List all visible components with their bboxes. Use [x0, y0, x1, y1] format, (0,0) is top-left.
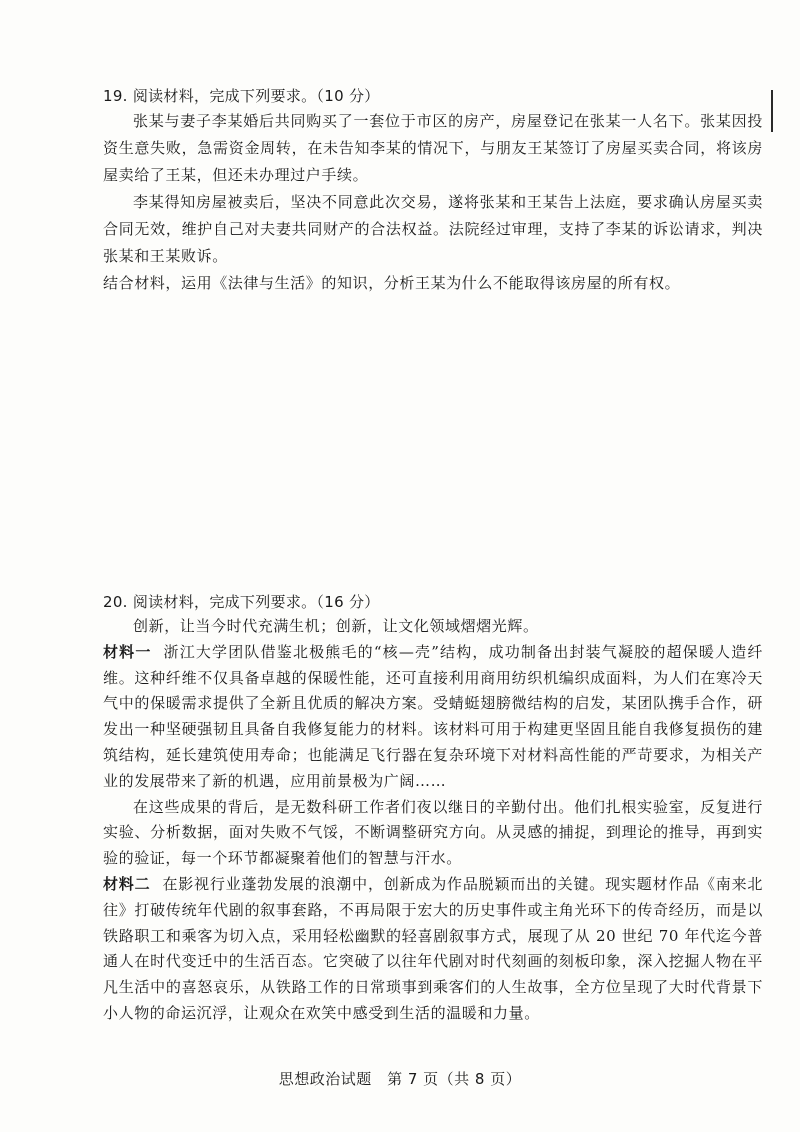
footer-page-number: 第 7 页（共 8 页）	[387, 1070, 522, 1088]
material-2-label: 材料二	[103, 874, 151, 893]
question-19-task: 结合材料，运用《法律与生活》的知识，分析王某为什么不能取得该房屋的所有权。	[103, 274, 681, 292]
material-2	[103, 872, 763, 1027]
page-footer	[0, 1068, 800, 1089]
question-20-intro: 创新，让当今时代充满生机；创新，让文化领域熠熠光辉。	[133, 617, 539, 635]
footer-subject: 思想政治试题	[278, 1070, 372, 1088]
question-19	[103, 84, 763, 297]
material-2-text: 在影视行业蓬勃发展的浪潮中，创新成为作品脱颖而出的关键。现实题材作品《南来北往》打破传统年代剧的叙事套路，不再局限于宏大的历史事件或主角光环下的传奇经历，而是以铁路职工和乘客为切入点，采用轻松幽默的轻喜剧叙事方式，展现了从 20 世纪 70 年代迄今普通人在时代变迁中的生活百态。它突破了以往年代剧对时代刻画的刻板印象，深入挖掘人物在平凡生活中的喜怒哀乐，从铁路工作的日常琐事到乘客们的人生故事，全方位呈现了大时代背景下小人物的命运沉浮，让观众在欢笑中感受到生活的温暖和力量。	[103, 874, 763, 1022]
margin-mark	[771, 90, 773, 132]
question-19-paragraph-2: 李某得知房屋被卖后，坚决不同意此次交易，遂将张某和王某告上法庭，要求确认房屋买卖合同无效，维护自己对夫妻共同财产的合法权益。法院经过审理，支持了李某的诉讼请求，判决张某和王某败诉。	[103, 193, 763, 265]
material-1-label: 材料一	[103, 642, 152, 661]
question-20	[103, 590, 763, 1027]
question-20-title: 20. 阅读材料，完成下列要求。（16 分）	[103, 593, 380, 611]
question-19-title: 19. 阅读材料，完成下列要求。（10 分）	[103, 87, 380, 105]
material-1	[103, 640, 763, 795]
material-1-paragraph-2: 在这些成果的背后，是无数科研工作者们夜以继日的辛勤付出。他们扎根实验室，反复进行实验、分析数据，面对失败不气馁，不断调整研究方向。从灵感的捕捉，到理论的推导，再到实验的验证，每一个环节都凝聚着他们的智慧与汗水。	[103, 797, 763, 868]
question-19-paragraph-1: 张某与妻子李某婚后共同购买了一套位于市区的房产，房屋登记在张某一人名下。张某因投资生意失败，急需资金周转，在未告知李某的情况下，与朋友王某签订了房屋买卖合同，将该房屋卖给了王某，但还未办理过户手续。	[103, 112, 763, 184]
material-1-text: 浙江大学团队借鉴北极熊毛的“核—壳”结构，成功制备出封装气凝胶的超保暖人造纤维。这种纤维不仅具备卓越的保暖性能，还可直接利用商用纺织机编织成面料，为人们在寒冷天气中的保暖需求提供了全新且优质的解决方案。受蜻蜓翅膀微结构的启发，某团队携手合作，研发出一种坚硬强韧且具备自我修复能力的材料。该材料可用于构建更坚固且能自我修复损伤的建筑结构，延长建筑使用寿命；也能满足飞行器在复杂环境下对材料高性能的严苛要求，为相关产业的发展带来了新的机遇，应用前景极为广阔……	[103, 642, 763, 790]
